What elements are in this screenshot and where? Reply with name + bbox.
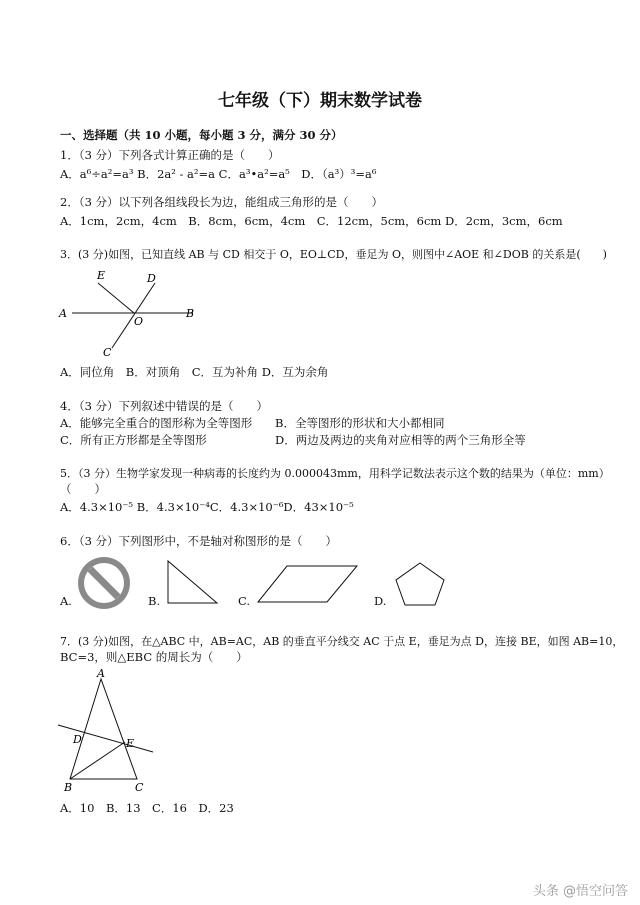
- question-1-options: A．a⁶÷a²=a³ B．2a² - a²=a C．a³•a²=a⁵ D．（a³）³=a⁶: [60, 167, 377, 181]
- triangle-abc: [70, 679, 137, 779]
- question-6-label-c: C.: [238, 594, 251, 608]
- question-6-label-d: D.: [374, 594, 387, 608]
- parallelogram-shape: [255, 563, 360, 605]
- question-6-label-a: A.: [60, 594, 72, 608]
- question-4-stem: 4．（3 分）下列叙述中错误的是（ ）: [60, 399, 269, 413]
- label-o: O: [134, 315, 144, 328]
- label-e: E: [126, 737, 135, 750]
- segment-be: [70, 742, 125, 779]
- section-heading: 一、选择题（共 10 小题，每小题 3 分，满分 30 分）: [60, 128, 343, 142]
- question-7-figure: [55, 667, 160, 797]
- question-6-stem: 6．（3 分）下列图形中，不是轴对称图形的是（ ）: [60, 534, 338, 548]
- question-7-stem-cont: BC=3，则△EBC 的周长为（ ）: [60, 650, 248, 664]
- question-5-options: A．4.3×10⁻⁵ B．4.3×10⁻⁴C．4.3×10⁻⁶D．43×10⁻⁵: [60, 500, 354, 514]
- question-1-stem: 1．（3 分）下列各式计算正确的是（ ）: [60, 148, 280, 162]
- question-6-label-b: B.: [148, 594, 161, 608]
- question-3-stem: 3．(3 分)如图，已知直线 AB 与 CD 相交于 O，EO⊥CD，垂足为 O，则图中∠AOE 和∠DOB 的关系是( ): [60, 248, 607, 261]
- question-3-figure: [55, 265, 210, 360]
- label-a: A: [97, 667, 105, 680]
- label-b: B: [64, 781, 73, 794]
- label-c: C: [103, 346, 112, 359]
- pentagon-shape: [392, 560, 448, 608]
- label-d: D: [73, 733, 82, 746]
- question-4-option-c: C．所有正方形都是全等图形: [60, 433, 207, 447]
- question-5-stem-cont: （ ）: [60, 482, 106, 496]
- label-e: E: [97, 269, 106, 282]
- right-triangle-shape: [165, 558, 221, 606]
- page-title: 七年级（下）期末数学试卷: [218, 91, 422, 111]
- question-3-options: A．同位角 B．对顶角 C．互为补角 D．互为余角: [60, 365, 329, 379]
- label-b: B: [186, 307, 195, 320]
- question-2-options: A．1cm，2cm，4cm B．8cm，6cm，4cm C．12cm，5cm，6cm D．2cm，3cm，6cm: [60, 214, 563, 228]
- question-7-options: A．10 B．13 C．16 D．23: [60, 801, 234, 815]
- label-a: A: [59, 307, 67, 320]
- question-5-stem: 5．（3 分）生物学家发现一种病毒的长度约为 0.000043mm，用科学记数法表示这个数的结果为（单位：mm）: [60, 467, 610, 480]
- question-4-option-a: A．能够完全重合的图形称为全等图形: [60, 416, 253, 430]
- label-c: C: [135, 781, 144, 794]
- watermark: 头条 @悟空问答: [532, 884, 628, 899]
- question-2-stem: 2．（3 分）以下列各组线段长为边，能组成三角形的是（ ）: [60, 195, 384, 209]
- question-4-option-d: D．两边及两边的夹角对应相等的两个三角形全等: [275, 433, 526, 447]
- question-4-option-b: B．全等图形的形状和大小都相同: [275, 416, 445, 430]
- ray-oe: [98, 283, 134, 313]
- label-d: D: [147, 272, 156, 285]
- question-7-stem: 7．(3 分)如图，在△ABC 中，AB=AC，AB 的垂直平分线交 AC 于点 E，垂足为点 D，连接 BE，如图 AB=10，: [60, 635, 624, 648]
- no-entry-sign-icon: [76, 555, 132, 611]
